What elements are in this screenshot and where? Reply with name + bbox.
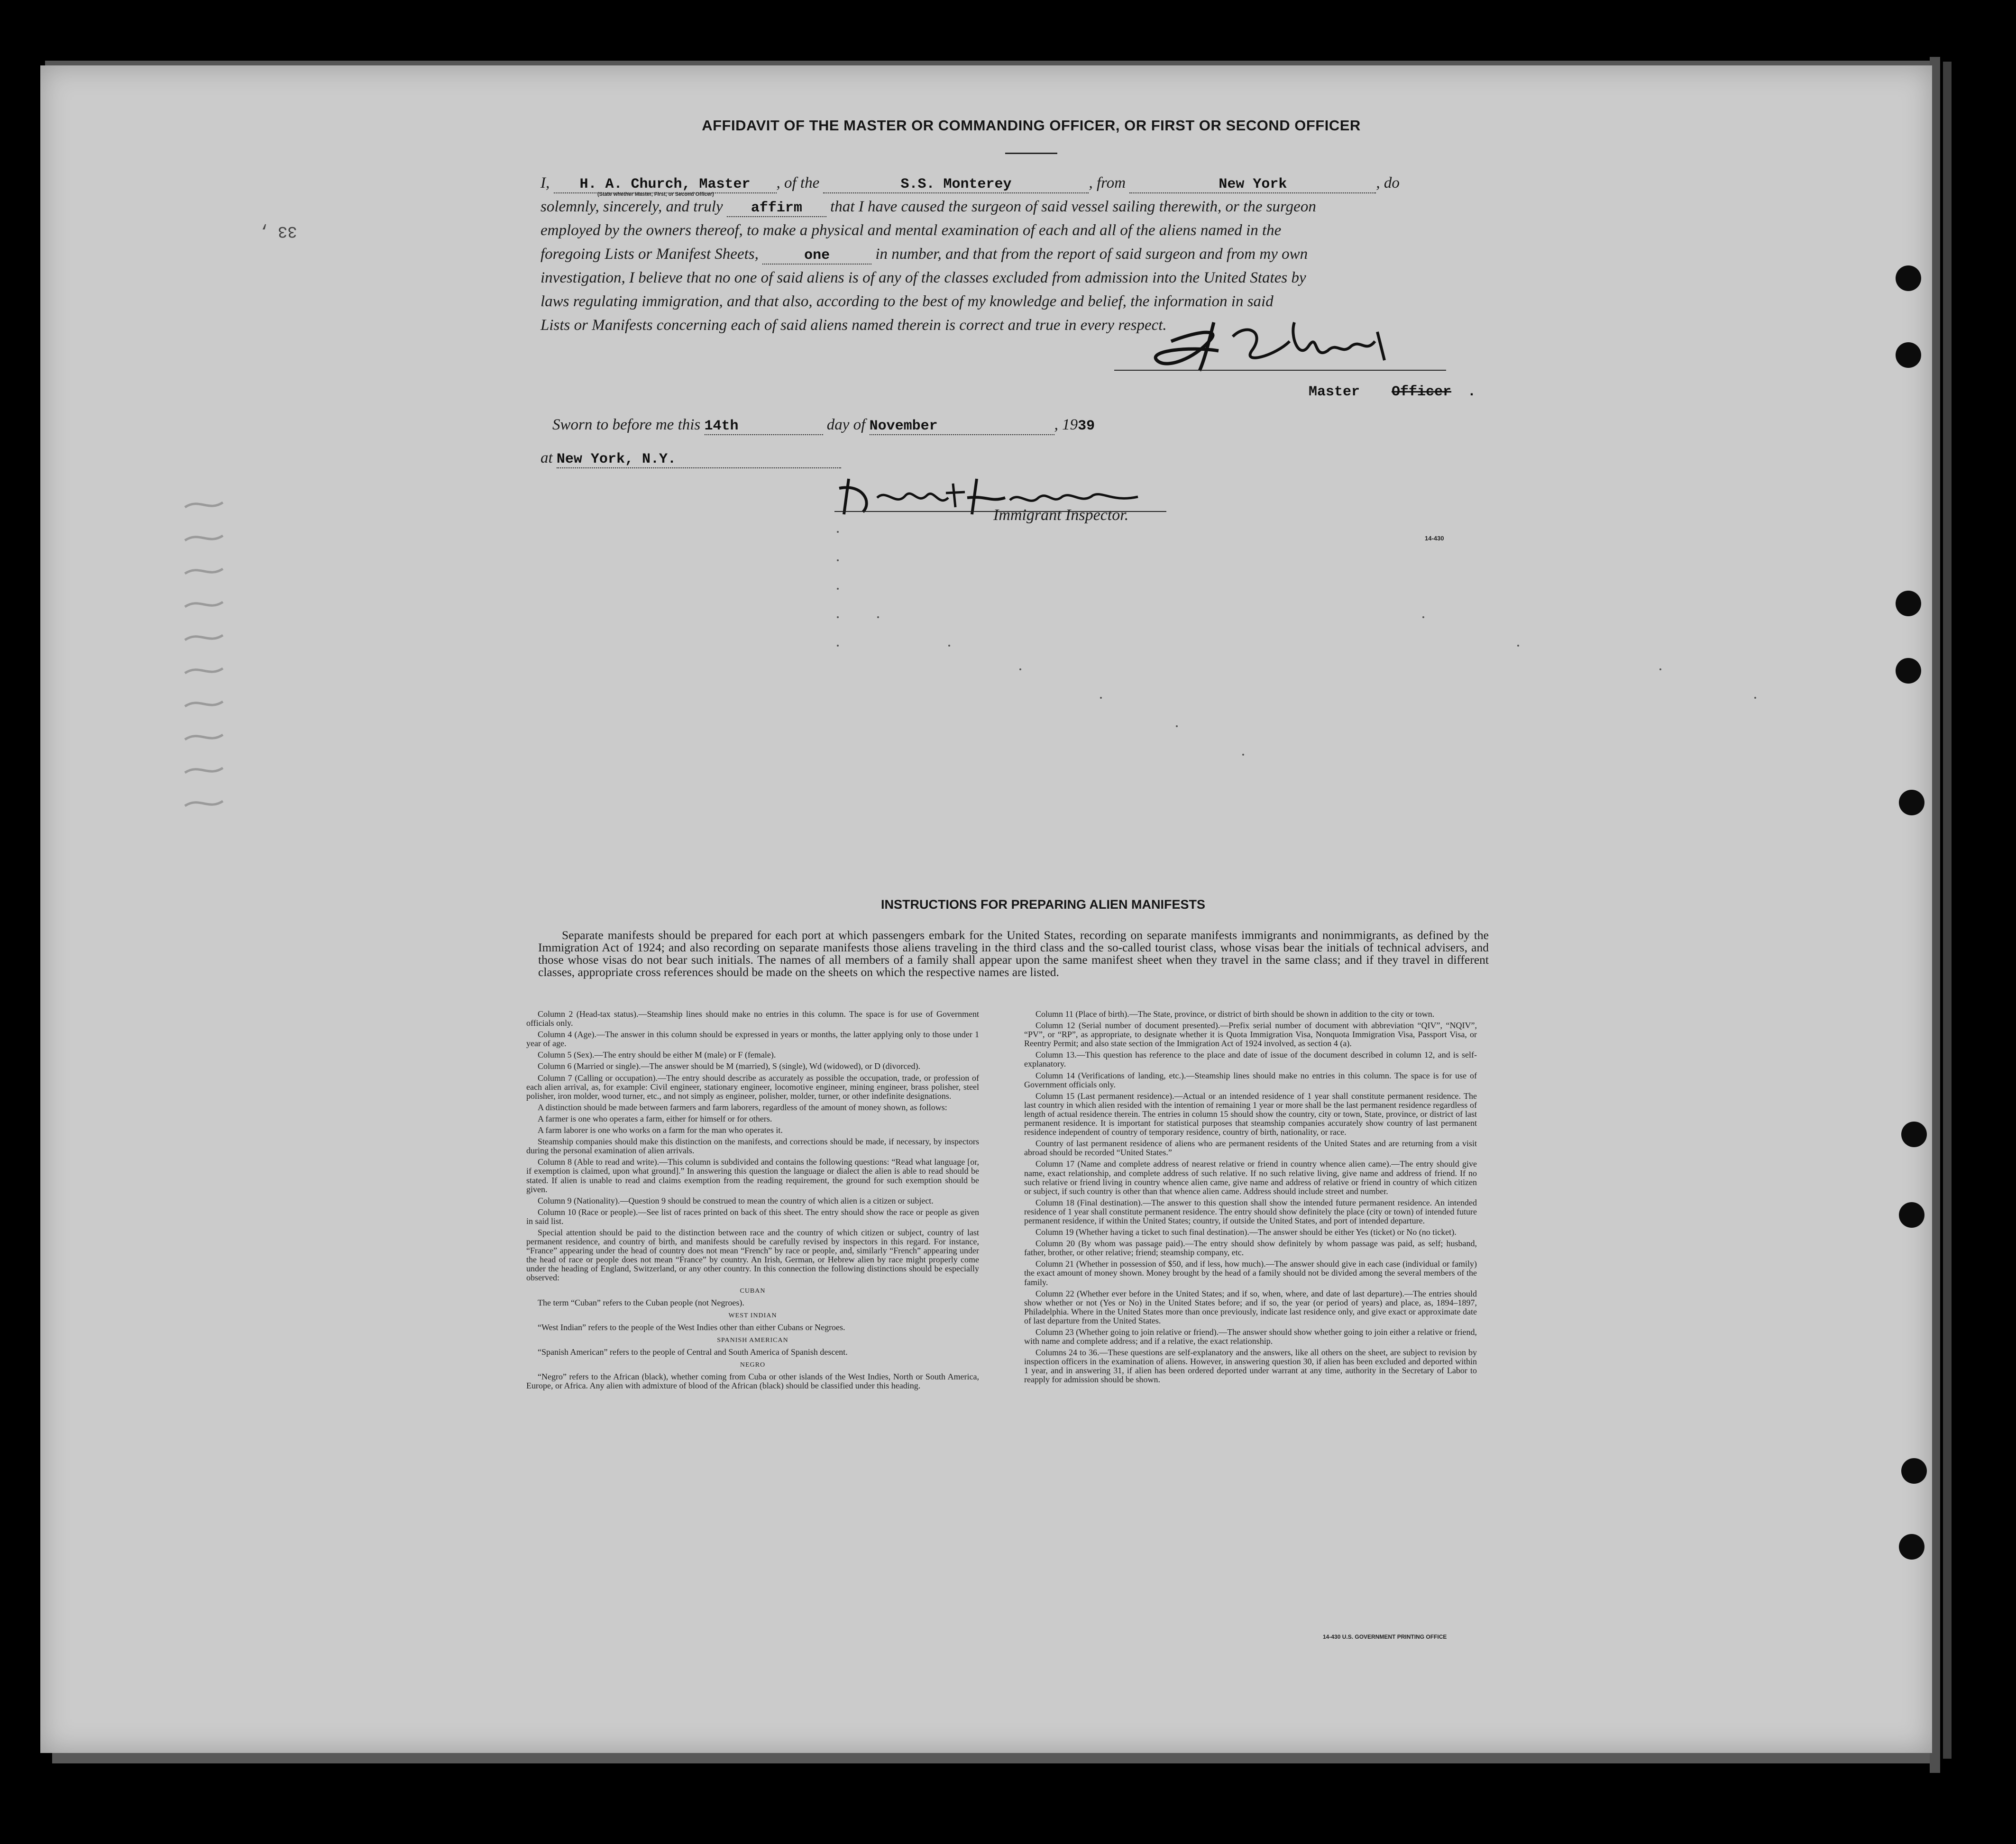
port-field: New York	[1129, 176, 1376, 193]
bleed-dot	[837, 616, 839, 618]
place-field: New York, N.Y.	[557, 451, 841, 468]
sworn-month-field: November	[870, 418, 1054, 435]
instructions-title: INSTRUCTIONS FOR PREPARING ALIEN MANIFESTS	[880, 897, 1206, 912]
affidavit-text: , of the	[776, 174, 820, 192]
affidavit-text: foregoing Lists or Manifest Sheets,	[541, 246, 759, 263]
instruction-paragraph: Column 11 (Place of birth).—The State, province, or district of birth should be shown in addition to the city or town.	[1035, 1009, 1435, 1019]
instruction-paragraph: Column 15 (Last permanent residence).—Actual or an intended residence of 1 year shall constitute permanent residence. The last country in which alien resided with the intention of remaining 1 year or more shall be the last permanent residence regardless of length of actual residence therein. The entries in column 15 should show the country, city or town, State, province, or district of last permanent residence. It is important for statistical purposes that steamship companies accurately show country of last permanent residence independent of country of temporary residence, country of birth, nationality, or race.	[1024, 1091, 1477, 1137]
punch-hole	[1899, 1534, 1924, 1560]
punch-hole	[1896, 591, 1921, 616]
sheet-edge-right-back	[1943, 62, 1952, 1759]
affidavit-text: day of	[826, 416, 866, 433]
printing-office-footer: 14-430 U.S. GOVERNMENT PRINTING OFFICE	[1323, 1634, 1447, 1640]
bleed-dot	[1242, 754, 1244, 756]
sworn-day-field: 14th	[705, 418, 823, 435]
title-rule	[1005, 153, 1057, 154]
instruction-paragraph: Column 18 (Final destination).—The answer to this question shall show the intended future permanent residence. An intended residence of 1 year shall constitute permanent residence. The entry should show definitely the place (city or town) of intended future permanent residence, if within the United States; country, if outside the United States, and port of intended departure.	[1024, 1197, 1477, 1225]
instruction-paragraph: Column 4 (Age).—The answer in this column should be expressed in years or months, the latter applying only to those under 1 year of age.	[526, 1030, 979, 1049]
bleed-dot	[1100, 697, 1102, 699]
instruction-paragraph: Column 19 (Whether having a ticket to such final destination).—The answer should be either Yes (ticket) or No (no ticket).	[1035, 1227, 1457, 1237]
inspector-title: Immigrant Inspector.	[993, 506, 1129, 524]
instruction-paragraph: Column 9 (Nationality).—Question 9 should be construed to mean the country of which alien is a citizen or subject.	[538, 1196, 934, 1205]
affidavit-line-5: investigation, I believe that no one of said aliens is of any of the classes excluded from admission into the United States by	[541, 269, 1306, 286]
instruction-paragraph: A farmer is one who operates a farm, either for himself or for others.	[538, 1114, 772, 1123]
instruction-paragraph: Column 21 (Whether in possession of $50, and if less, how much).—The answer should give in each case (individual or family) the exact amount of money shown. Money brought by the head of a family should not be divided among the several members of the family.	[1024, 1259, 1477, 1287]
vessel-name-field: S.S. Monterey	[823, 176, 1089, 193]
bleed-dot	[837, 645, 839, 647]
affidavit-text: in number, and that from the report of said surgeon and from my own	[875, 246, 1308, 263]
bleed-dot	[1517, 645, 1519, 647]
instruction-paragraph: Country of last permanent residence of aliens who are permanent residents of the United States and are returning from a visit abroad should be recorded “United States.”	[1024, 1139, 1477, 1158]
instruction-paragraph: Steamship companies should make this distinction on the manifests, and corrections should be made, if necessary, by inspectors during the personal examination of alien arrivals.	[526, 1137, 979, 1156]
instruction-paragraph: “West Indian” refers to the people of the West Indies other than either Cubans or Negroes.	[538, 1322, 845, 1332]
punch-hole	[1896, 265, 1921, 291]
sworn-year-field: 39	[1078, 418, 1095, 434]
bleed-dot	[1754, 697, 1756, 699]
place-line	[541, 449, 1470, 468]
instruction-paragraph: Column 2 (Head-tax status).—Steamship lines should make no entries in this column. The space is for use of Government officials only.	[526, 1009, 979, 1028]
instruction-paragraph: “Negro” refers to the African (black), whether coming from Cuba or other islands of the West Indies, North or South America, Europe, or Africa. Any alien with admixture of blood of the African (black) should be classified under this heading.	[526, 1372, 979, 1391]
form-code: 14-430	[1425, 535, 1444, 542]
bleed-dot	[1019, 668, 1021, 670]
bleed-dot	[877, 616, 879, 618]
instruction-paragraph: Column 12 (Serial number of document presented).—Prefix serial number of document with abbreviation “QIV”, “NQIV”, “PV”, or “RP”, as appropriate, to designate whether it is Quota Immigration Visa, Nonquota Immigration Visa, Passport Visa, or Reentry Permit; and also state section of the Immigration Act of 1924 involved, as section 4 (a).	[1024, 1021, 1477, 1049]
affidavit-text: I,	[541, 174, 550, 192]
punch-hole	[1896, 342, 1921, 368]
spanish-american-heading: SPANISH AMERICAN	[717, 1336, 788, 1344]
instructions-left-column	[526, 1010, 979, 1393]
instruction-paragraph: Columns 24 to 36.—These questions are self-explanatory and the answers, like all others on the sheet, are subject to revision by inspection officers in the examination of aliens. However, in answering question 30, if alien has been excluded and deported within 1 year, and in answering 31, if alien has been ordered deported under warrant at any time, authority in the Secretary of Labor to reapply for admission should be shown.	[1024, 1348, 1477, 1385]
bleed-dot	[1659, 668, 1661, 670]
affidavit-text: at	[541, 449, 553, 466]
bleed-through-marks	[180, 493, 237, 853]
affidavit-line-3: employed by the owners thereof, to make a physical and mental examination of each and all of the aliens named in the	[541, 222, 1282, 239]
instruction-paragraph: Column 10 (Race or people).—See list of races printed on back of this sheet. The entry should show the race or people as given in said list.	[526, 1207, 979, 1226]
instruction-paragraph: A distinction should be made between farmers and farm laborers, regardless of the amount of money shown, as follows:	[538, 1102, 947, 1112]
bleed-dot	[837, 559, 839, 561]
master-signature	[1138, 313, 1403, 374]
affidavit-text: solemnly, sincerely, and truly	[541, 198, 723, 215]
signature-line	[1114, 370, 1446, 371]
affidavit-line-1	[541, 174, 1470, 193]
punch-hole	[1901, 1122, 1927, 1147]
punch-hole	[1899, 790, 1924, 815]
affidavit-text: , do	[1376, 174, 1400, 192]
negro-heading: NEGRO	[740, 1361, 766, 1369]
bleed-dot	[1422, 616, 1424, 618]
instruction-paragraph: Special attention should be paid to the distinction between race and the country of which citizen or subject, country of last permanent residence, and country of birth, and manifests should be carefully revised by inspectors in this regard. For instance, “France” appearing under the head of country does not mean “French” by race or people, and, similarly “French” appearing under the head of race or people does not mean “France” by country. An Irish, German, or Hebrew alien by race might properly come under the heading of England, Switzerland, or any other country. In this connection the following distinctions should be especially observed:	[526, 1227, 979, 1283]
affidavit-text: , 19	[1054, 416, 1078, 433]
struck-officer-title: Officer	[1392, 384, 1452, 400]
sworn-line	[552, 416, 1482, 435]
master-name-field: H. A. Church, Master	[554, 176, 777, 193]
page-mark: 33 ,	[258, 222, 297, 240]
signer-title: Master	[1309, 384, 1360, 400]
bleed-dot	[1176, 725, 1178, 727]
instruction-paragraph: Column 20 (By whom was passage paid).—The entry should show definitely by whom passage was paid, as self; husband, father, brother, or other relative; friend; steamship company, etc.	[1024, 1239, 1477, 1258]
instruction-paragraph: Column 14 (Verifications of landing, etc.).—Steamship lines should make no entries in this column. The space is for use of Government officials only.	[1024, 1070, 1477, 1089]
affidavit-line-2	[541, 198, 1470, 217]
instruction-paragraph: “Spanish American” refers to the people of Central and South America of Spanish descent.	[538, 1347, 848, 1357]
sheet-count-field: one	[762, 247, 871, 265]
affidavit-text: Sworn to before me this	[552, 416, 701, 433]
instruction-paragraph: Column 8 (Able to read and write).—This column is subdivided and contains the following questions: “Read what language [or, if exemption is claimed, upon what ground].” In answering this question the language or dialect the alien is able to read should be stated. If alien is unable to read and claims exemption from the reading requirement, the ground for such exemption should be given.	[526, 1157, 979, 1194]
affidavit-line-7: Lists or Manifests concerning each of said aliens named therein is correct and true in every respect.	[541, 317, 1167, 334]
cuban-heading: CUBAN	[740, 1287, 766, 1295]
oath-field: affirm	[727, 200, 826, 217]
instructions-intro: Separate manifests should be prepared for each port at which passengers embark for the United States, recording on separate manifests immigrants and nonimmigrants, as defined by the Immigration Act of 1924; and also recording on separate manifests those aliens traveling in the third class and the so-called tourist class, whose visas bear the initials of technical advisers, and those whose visas do not bear such initials. The names of all members of a family shall appear upon the same manifest sheet when they travel in the same class; and if they travel in different classes, appropriate cross references should be made on the sheets on which the respective names are listed.	[538, 928, 1489, 979]
instruction-paragraph: A farm laborer is one who works on a farm for the man who operates it.	[538, 1125, 783, 1135]
instruction-paragraph: Column 5 (Sex).—The entry should be either M (male) or F (female).	[538, 1050, 776, 1060]
instruction-paragraph: Column 22 (Whether ever before in the United States; and if so, when, where, and date of last departure).—The entries should show whether or not (Yes or No) in the United States before; and if so, the year (or period of years) and place, as, 1894–1897, Philadelphia. Where in the United States more than once previously, indicate last residence only, and give exact or approximate date of last departure from the United States.	[1024, 1288, 1477, 1325]
affidavit-text: that I have caused the surgeon of said vessel sailing therewith, or the surgeon	[830, 198, 1316, 215]
rank-hint: (State whether Master, First, or Second Officer)	[597, 192, 714, 197]
west-indian-heading: WEST INDIAN	[728, 1312, 777, 1319]
punch-hole	[1899, 1202, 1924, 1228]
instructions-right-column	[1024, 1010, 1477, 1387]
instruction-paragraph: Column 7 (Calling or occupation).—The entry should describe as accurately as possible the occupation, trade, or profession of each alien arrival, as, for example: Civil engineer, stationary engineer, locomotive engineer, mining engineer, brass polisher, steel polisher, iron molder, wood turner, etc., and not simply as engineer, polisher, molder, turner, or other indefinite designations.	[526, 1073, 979, 1101]
title-period: .	[1467, 384, 1476, 400]
instruction-paragraph: Column 6 (Married or single).—The answer should be M (married), S (single), Wd (widowed), or D (divorced).	[538, 1061, 920, 1071]
affidavit-line-4	[541, 246, 1470, 265]
affidavit-title: AFFIDAVIT OF THE MASTER OR COMMANDING OFFICER, OR FIRST OR SECOND OFFICER	[702, 117, 1361, 134]
instruction-paragraph: Column 13.—This question has reference to the place and date of issue of the document described in column 12, and is self-explanatory.	[1024, 1050, 1477, 1069]
bleed-dot	[948, 645, 950, 647]
bleed-dot	[837, 531, 839, 533]
bleed-dot	[837, 588, 839, 590]
punch-hole	[1901, 1458, 1927, 1484]
instruction-paragraph: Column 23 (Whether going to join relative or friend).—The answer should show whether going to join either a relative or friend, with name and complete address; and if a relative, the exact relationship.	[1024, 1327, 1477, 1346]
affidavit-line-6: laws regulating immigration, and that also, according to the best of my knowledge and belief, the information in said	[541, 293, 1274, 310]
instruction-paragraph: Column 17 (Name and complete address of nearest relative or friend in country whence alien came).—The entry should give name, exact relationship, and complete address of such relative. If no such relative living, give name and address of friend. If no such relative or friend living in country whence alien came, give name and address of relative or friend in country of which citizen or subject, if such country is other than that whence alien came. Address should include street and number.	[1024, 1159, 1477, 1196]
instruction-paragraph: The term “Cuban” refers to the Cuban people (not Negroes).	[538, 1297, 744, 1307]
punch-hole	[1896, 658, 1921, 684]
affidavit-text: , from	[1089, 174, 1126, 192]
